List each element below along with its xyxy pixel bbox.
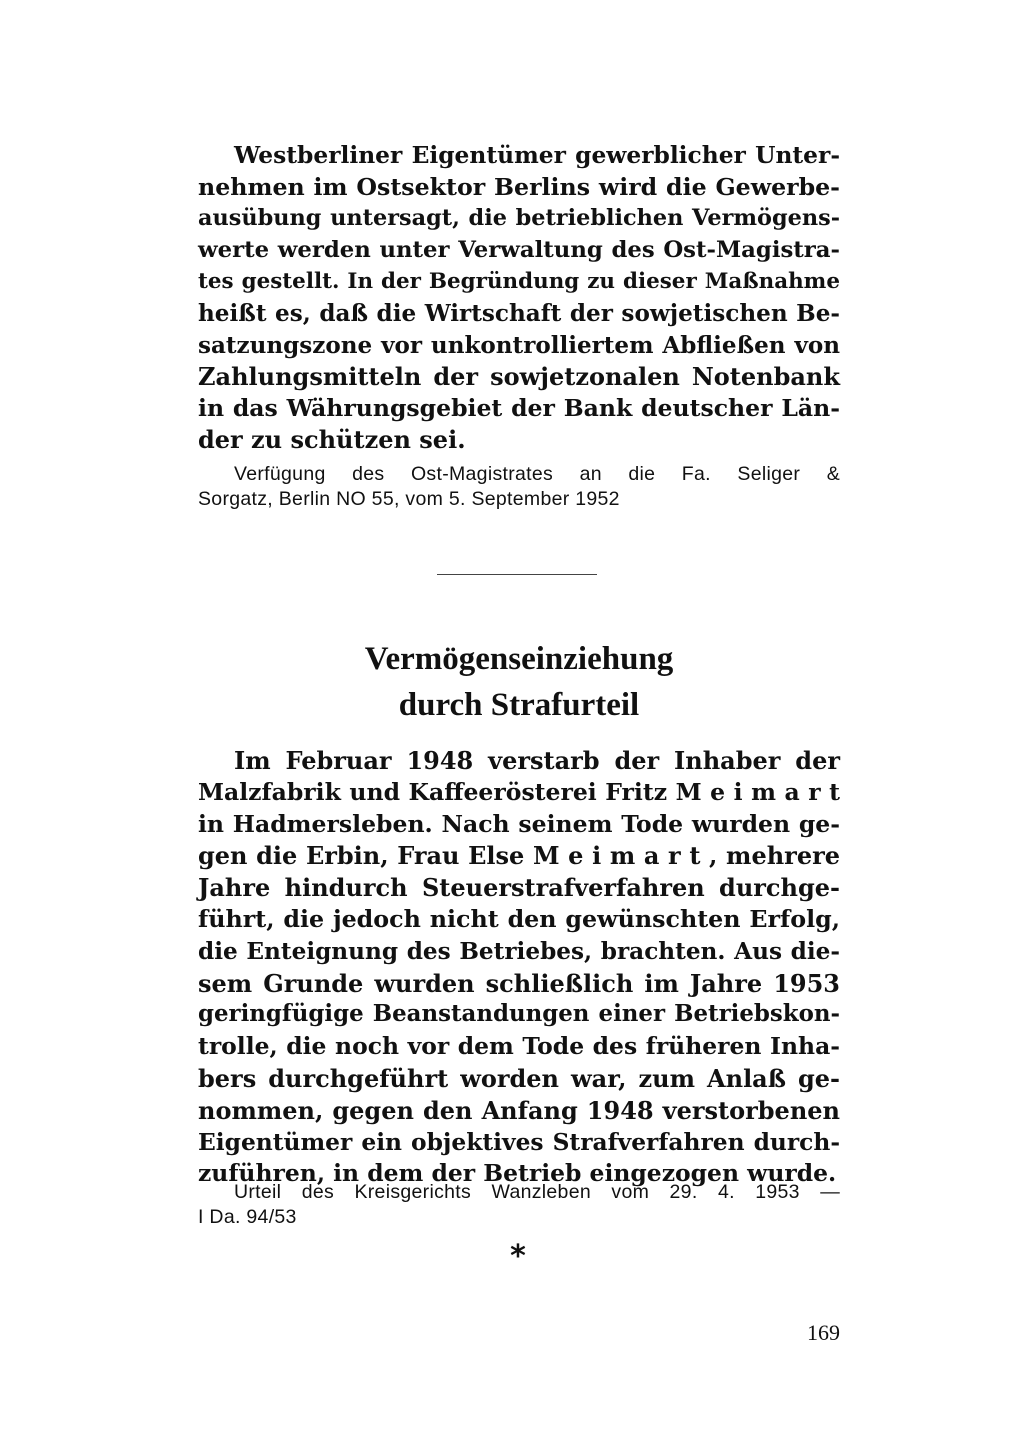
page-number: 169 <box>807 1320 840 1345</box>
text-line: bers durchgeführt worden war, zum Anlaß ge- <box>198 1063 840 1093</box>
citation-line: Sorgatz, Berlin NO 55, vom 5. September 1952 <box>198 488 620 510</box>
text-line: satzungszone vor unkontrolliertem Abfließen von <box>198 331 840 359</box>
text-line: nehmen im Ostsektor Berlins wird die Gewerbe- <box>198 172 840 201</box>
text-line: gen die Erbin, Frau Else M e i m a r t , mehrere <box>198 841 840 871</box>
heading-line-2: durch Strafurteil <box>398 687 640 723</box>
citation-court-judgment <box>198 1180 840 1230</box>
text-line: Westberliner Eigentümer gewerblicher Unter- <box>234 141 840 169</box>
text-line: geringfügige Beanstandungen einer Betriebskon- <box>198 1001 840 1028</box>
text-line: Malzfabrik und Kaffeerösterei Fritz M e i m a r t <box>198 777 840 806</box>
text-line: sem Grunde wurden schließlich im Jahre 1953 <box>198 968 840 998</box>
citation-line: Urteil des Kreisgerichts Wanzleben vom 29. 4. 1953 — <box>234 1181 840 1203</box>
heading-line-1: Vermögenseinziehung <box>364 641 674 677</box>
text-line: zuführen, in dem der Betrieb eingezogen wurde. <box>198 1159 837 1188</box>
text-line: Jahre hindurch Steuerstrafverfahren durchge- <box>198 873 840 903</box>
asterisk-separator: * <box>510 1239 526 1274</box>
text-line: die Enteignung des Betriebes, brachten. Aus die- <box>198 937 840 965</box>
text-line: in Hadmersleben. Nach seinem Tode wurden ge- <box>198 809 840 838</box>
text-line: Zahlungsmitteln der sowjetzonalen Notenbank <box>198 362 840 392</box>
citation-line: I Da. 94/53 <box>198 1206 297 1228</box>
text-line: Im Februar 1948 verstarb der Inhaber der <box>234 746 840 775</box>
citation-line: Verfügung des Ost-Magistrates an die Fa. Seliger & <box>234 463 840 485</box>
section-divider <box>437 574 597 575</box>
paragraph-west-berlin-owners <box>198 140 840 456</box>
text-line: nommen, gegen den Anfang 1948 verstorbenen <box>198 1095 840 1125</box>
paragraph-meimart-case <box>198 745 840 1190</box>
section-heading <box>198 636 840 728</box>
text-line: heißt es, daß die Wirtschaft der sowjetischen Be- <box>198 299 840 327</box>
text-line: führt, die jedoch nicht den gewünschten Erfolg, <box>198 904 840 933</box>
text-line: tes gestellt. In der Begründung zu dieser Maßnahme <box>198 269 840 295</box>
text-line: Eigentümer ein objektives Strafverfahren durch- <box>198 1127 840 1156</box>
text-line: trolle, die noch vor dem Tode des früheren Inha- <box>198 1032 840 1061</box>
text-line: in das Währungsgebiet der Bank deutscher Län- <box>198 393 840 422</box>
text-line: der zu schützen sei. <box>198 425 466 455</box>
text-line: ausübung untersagt, die betrieblichen Vermögens- <box>198 205 840 232</box>
citation-magistrate-order <box>198 462 840 512</box>
text-line: werte werden unter Verwaltung des Ost-Magistra- <box>198 236 840 263</box>
